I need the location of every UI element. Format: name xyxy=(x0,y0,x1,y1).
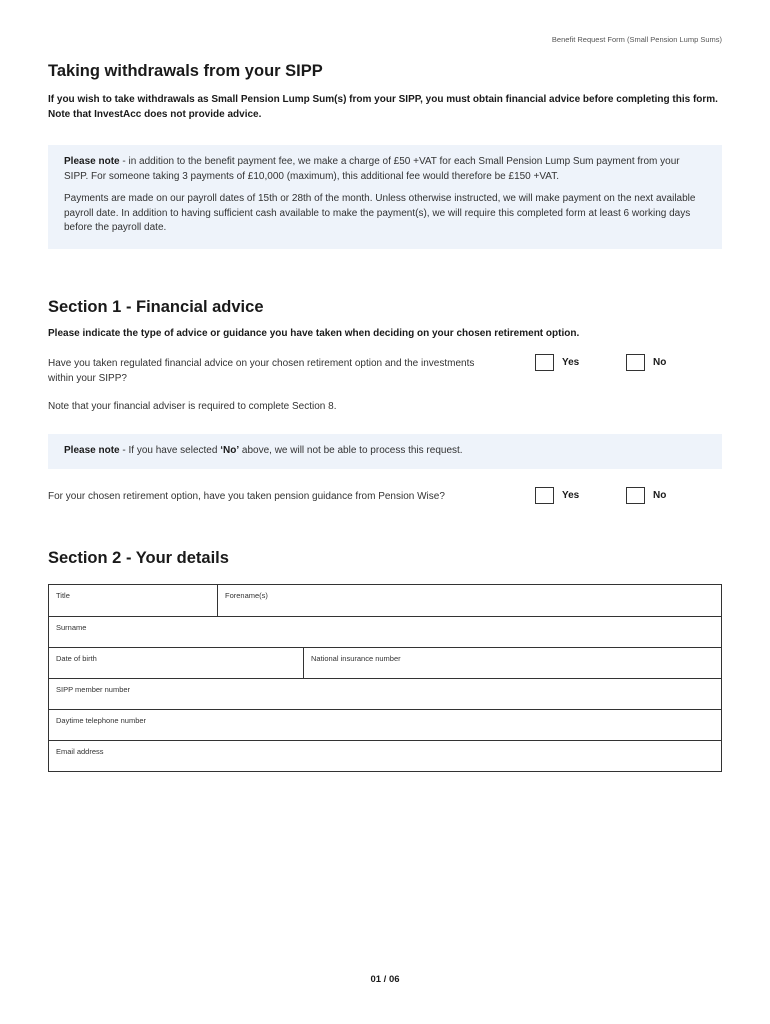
fee-note-label: Please note xyxy=(64,156,120,167)
guidance-no-label: No xyxy=(653,490,667,501)
section2-title: Section 2 - Your details xyxy=(48,549,229,567)
forenames-field[interactable]: Forename(s) xyxy=(217,585,721,616)
guidance-question: For your chosen retirement option, have you taken pension guidance from Pension Wise? xyxy=(48,491,445,502)
dob-field[interactable]: Date of birth xyxy=(56,654,97,663)
surname-field[interactable]: Surname xyxy=(56,623,87,632)
details-row-dob xyxy=(49,647,721,678)
phone-field[interactable]: Daytime telephone number xyxy=(56,716,147,725)
adviser-note: Note that your financial adviser is required to complete Section 8. xyxy=(48,401,337,412)
title-field[interactable]: Title xyxy=(56,591,70,600)
details-row-phone xyxy=(49,709,721,740)
page-title: Taking withdrawals from your SIPP xyxy=(48,62,323,80)
details-table xyxy=(48,584,722,772)
details-row-surname xyxy=(49,616,721,647)
payroll-note: Payments are made on our payroll dates of 15th or 28th of the month. Unless otherwise instructed, we will make payment on the next available payroll date. In addition to having sufficient cash available to make the payment(s), we will require this completed form at least 6 working days before the payroll date. xyxy=(64,193,696,233)
intro-lead: If you wish to take withdrawals as Small Pension Lump Sum(s) from your SIPP, you must obtain financial advice before completing this form. Note that InvestAcc does not provide advice. xyxy=(48,94,718,120)
section1-title: Section 1 - Financial advice xyxy=(48,298,264,316)
advice-yes-checkbox[interactable] xyxy=(535,354,554,371)
fee-note-text: - in addition to the benefit payment fee, we make a charge of £50 +VAT for each Small Pension Lump Sum payment from your SIPP. For someone taking 3 payments of £10,000 (maximum), this additional fee would therefore be £150 +VAT. xyxy=(64,156,680,182)
no-selection-note-box xyxy=(48,434,722,469)
guidance-yes-label: Yes xyxy=(562,490,580,501)
section1-subhead: Please indicate the type of advice or guidance you have taken when deciding on your chosen retirement option. xyxy=(48,328,580,339)
no-selection-note-post: above, we will not be able to process this request. xyxy=(239,445,463,456)
guidance-yes-checkbox[interactable] xyxy=(535,487,554,504)
form-name-header: Benefit Request Form (Small Pension Lump Sums) xyxy=(551,35,722,44)
no-selection-note-no: ‘No’ xyxy=(220,445,240,456)
guidance-no-option[interactable] xyxy=(626,487,666,504)
email-field[interactable]: Email address xyxy=(56,747,104,756)
no-selection-note-pre: - If you have selected xyxy=(119,445,221,456)
fee-note-box xyxy=(48,145,722,249)
page-number: 01 / 06 xyxy=(370,974,400,985)
guidance-yes-option[interactable] xyxy=(535,487,579,504)
advice-no-checkbox[interactable] xyxy=(626,354,645,371)
advice-yes-label: Yes xyxy=(562,357,580,368)
advice-no-label: No xyxy=(653,357,667,368)
advice-no-option[interactable] xyxy=(626,354,666,371)
details-row-name xyxy=(49,585,721,616)
fee-note xyxy=(64,155,706,184)
guidance-no-checkbox[interactable] xyxy=(626,487,645,504)
details-row-email xyxy=(49,740,721,771)
sipp-number-field[interactable]: SIPP member number xyxy=(56,685,131,694)
no-selection-note-label: Please note xyxy=(64,445,120,456)
advice-question: Have you taken regulated financial advice on your chosen retirement option and the investments within your SIPP? xyxy=(48,358,475,384)
advice-yes-option[interactable] xyxy=(535,354,579,371)
nin-field[interactable]: National insurance number xyxy=(303,648,721,678)
details-row-sipp xyxy=(49,678,721,709)
